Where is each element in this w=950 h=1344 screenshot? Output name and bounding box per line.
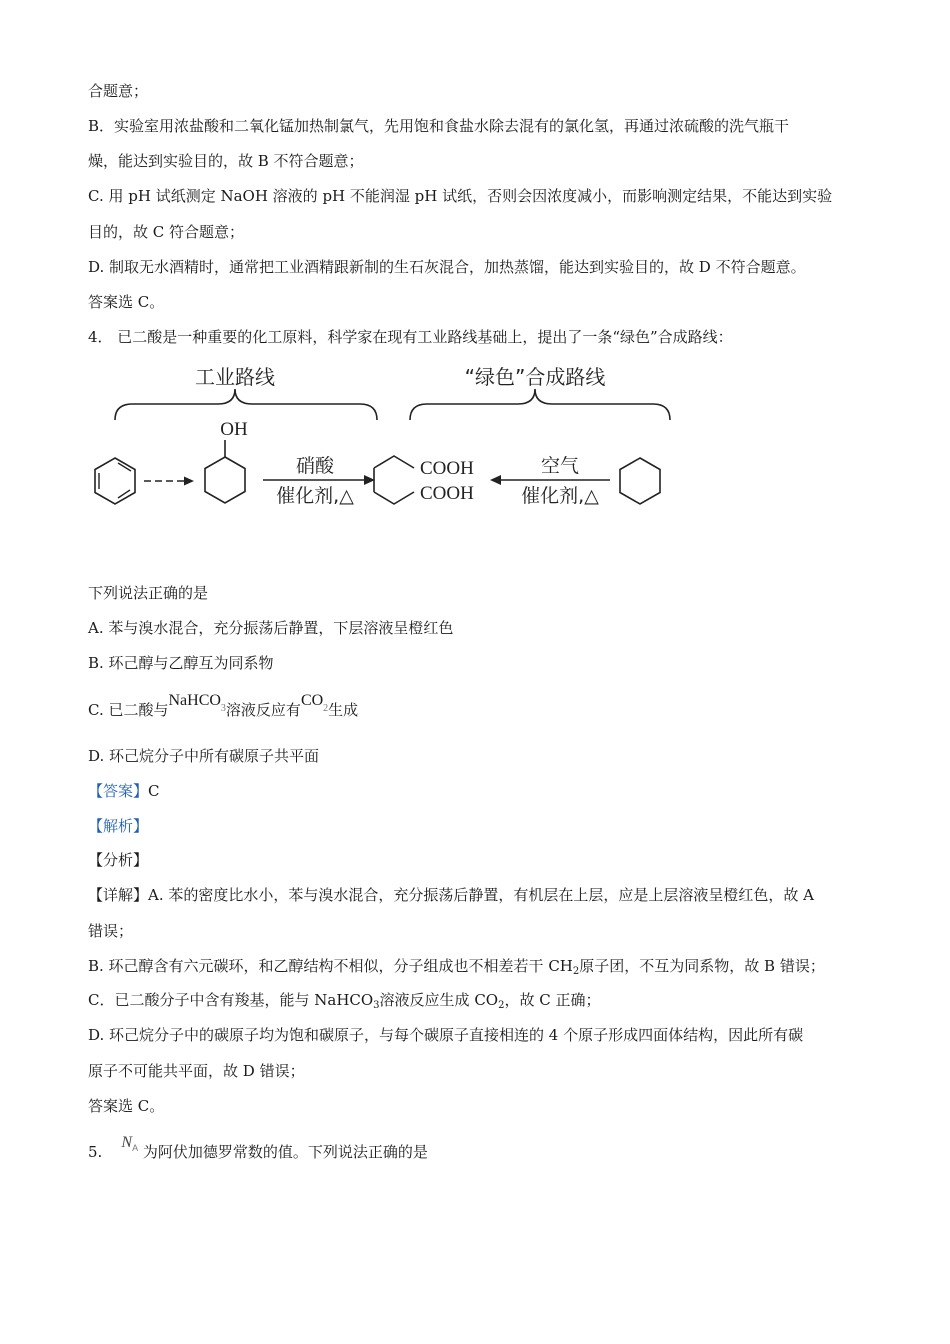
text-line: 合题意；: [88, 82, 149, 100]
avogadro-symbol: N: [121, 1134, 133, 1151]
option-c-mid: 溶液反应有: [225, 701, 301, 719]
detail-line: 【详解】A. 苯的密度比水小，苯与溴水混合，充分振荡后静置，有机层在上层，应是上层溶液呈橙红色，故 A: [88, 886, 814, 904]
reagent-nitric-acid: 硝酸: [295, 455, 335, 477]
subscript: 3: [373, 1000, 380, 1011]
detail-b-text: 原子团，不互为同系物，故 B 错误；: [579, 957, 825, 975]
option-a: A. 苯与溴水混合，充分振荡后静置，下层溶液呈橙红色: [88, 619, 454, 637]
reagent-catalyst-left: 催化剂,△: [276, 485, 354, 507]
detail-line: 错误；: [88, 922, 134, 940]
final-answer: 答案选 C。: [88, 1097, 165, 1115]
industrial-route-brace: [115, 389, 377, 420]
option-b: B. 环己醇与乙醇互为同系物: [88, 654, 274, 672]
detail-line-b: [88, 956, 825, 982]
fenxi-label: 【分析】: [88, 851, 149, 869]
option-c: [88, 692, 359, 723]
synthesis-route-diagram: [80, 356, 680, 526]
formula-subscript: 2: [323, 703, 329, 714]
option-c-suffix: 生成: [328, 701, 359, 719]
text-line: 目的，故 C 符合题意；: [88, 223, 245, 241]
dashed-arrow: [144, 477, 194, 486]
green-route-label: “绿色”合成路线: [464, 365, 606, 389]
analysis-label: 【解析】: [88, 817, 149, 835]
text-line: B．实验室用浓盐酸和二氧化锰加热制氯气，先用饱和食盐水除去混有的氯化氢，再通过浓硫酸的洗气瓶干: [88, 117, 790, 135]
reagent-catalyst-right: 催化剂,△: [521, 485, 599, 507]
text-line: D. 制取无水酒精时，通常把工业酒精跟新制的生石灰混合，加热蒸馏，能达到实验目的，故 D 不符合题意。: [88, 258, 806, 276]
adipic-acid-structure: [374, 456, 474, 504]
detail-line: 原子不可能共平面，故 D 错误；: [88, 1062, 305, 1080]
text-line: 答案选 C。: [88, 293, 165, 311]
text-line: 燥，能达到实验目的，故 B 不符合题意；: [88, 152, 364, 170]
subscript: 2: [498, 1000, 505, 1011]
question-5-number: 5.: [88, 1143, 103, 1161]
detail-line-c: [88, 990, 600, 1016]
green-route-brace: [410, 389, 670, 420]
carboxyl-bottom: COOH: [420, 483, 474, 504]
detail-c-text: ，故 C 正确；: [504, 991, 601, 1009]
text-line: C. 用 pH 试纸测定 NaOH 溶液的 pH 不能润湿 pH 试纸，否则会因浓度减小，而影响测定结果，不能达到实验: [88, 187, 833, 205]
question-4-prompt: 下列说法正确的是: [88, 584, 209, 602]
option-d: D. 环己烷分子中所有碳原子共平面: [88, 747, 320, 765]
detail-c-text: 溶液反应生成 CO: [379, 991, 499, 1009]
subscript: 2: [572, 966, 580, 977]
detail-line: D. 环己烷分子中的碳原子均为饱和碳原子，与每个碳原子直接相连的 4 个原子形成四面体结构，因此所有碳: [88, 1026, 804, 1044]
answer-line: [88, 781, 160, 801]
cyclohexane-structure: [620, 458, 660, 504]
question-5-stem: [88, 1134, 428, 1164]
detail-c-text: C．已二酸分子中含有羧基，能与 NaHCO: [88, 991, 374, 1009]
answer-value: C: [148, 782, 160, 800]
avogadro-subscript: A: [132, 1143, 139, 1153]
carboxyl-top: COOH: [420, 458, 474, 479]
benzene-structure: [95, 458, 135, 504]
formula-nahco3: NaHCO: [168, 692, 221, 709]
hydroxyl-label: OH: [220, 419, 248, 440]
detail-b-text: B. 环己醇含有六元碳环，和乙醇结构不相似，分子组成也不相差若干 CH: [88, 957, 573, 975]
option-c-prefix: C. 已二酸与: [88, 701, 169, 719]
formula-subscript: 3: [220, 703, 226, 714]
cyclohexanol-structure: [205, 419, 248, 503]
answer-label: 【答案】: [88, 782, 149, 800]
industrial-route-label: 工业路线: [195, 365, 275, 389]
question-4-stem: 4． 已二酸是一种重要的化工原料，科学家在现有工业路线基础上，提出了一条“绿色”合成路线：: [88, 328, 733, 346]
reagent-air: 空气: [540, 455, 580, 477]
formula-co2: CO: [300, 692, 324, 709]
question-5-text: 为阿伏加德罗常数的值。下列说法正确的是: [142, 1143, 428, 1161]
